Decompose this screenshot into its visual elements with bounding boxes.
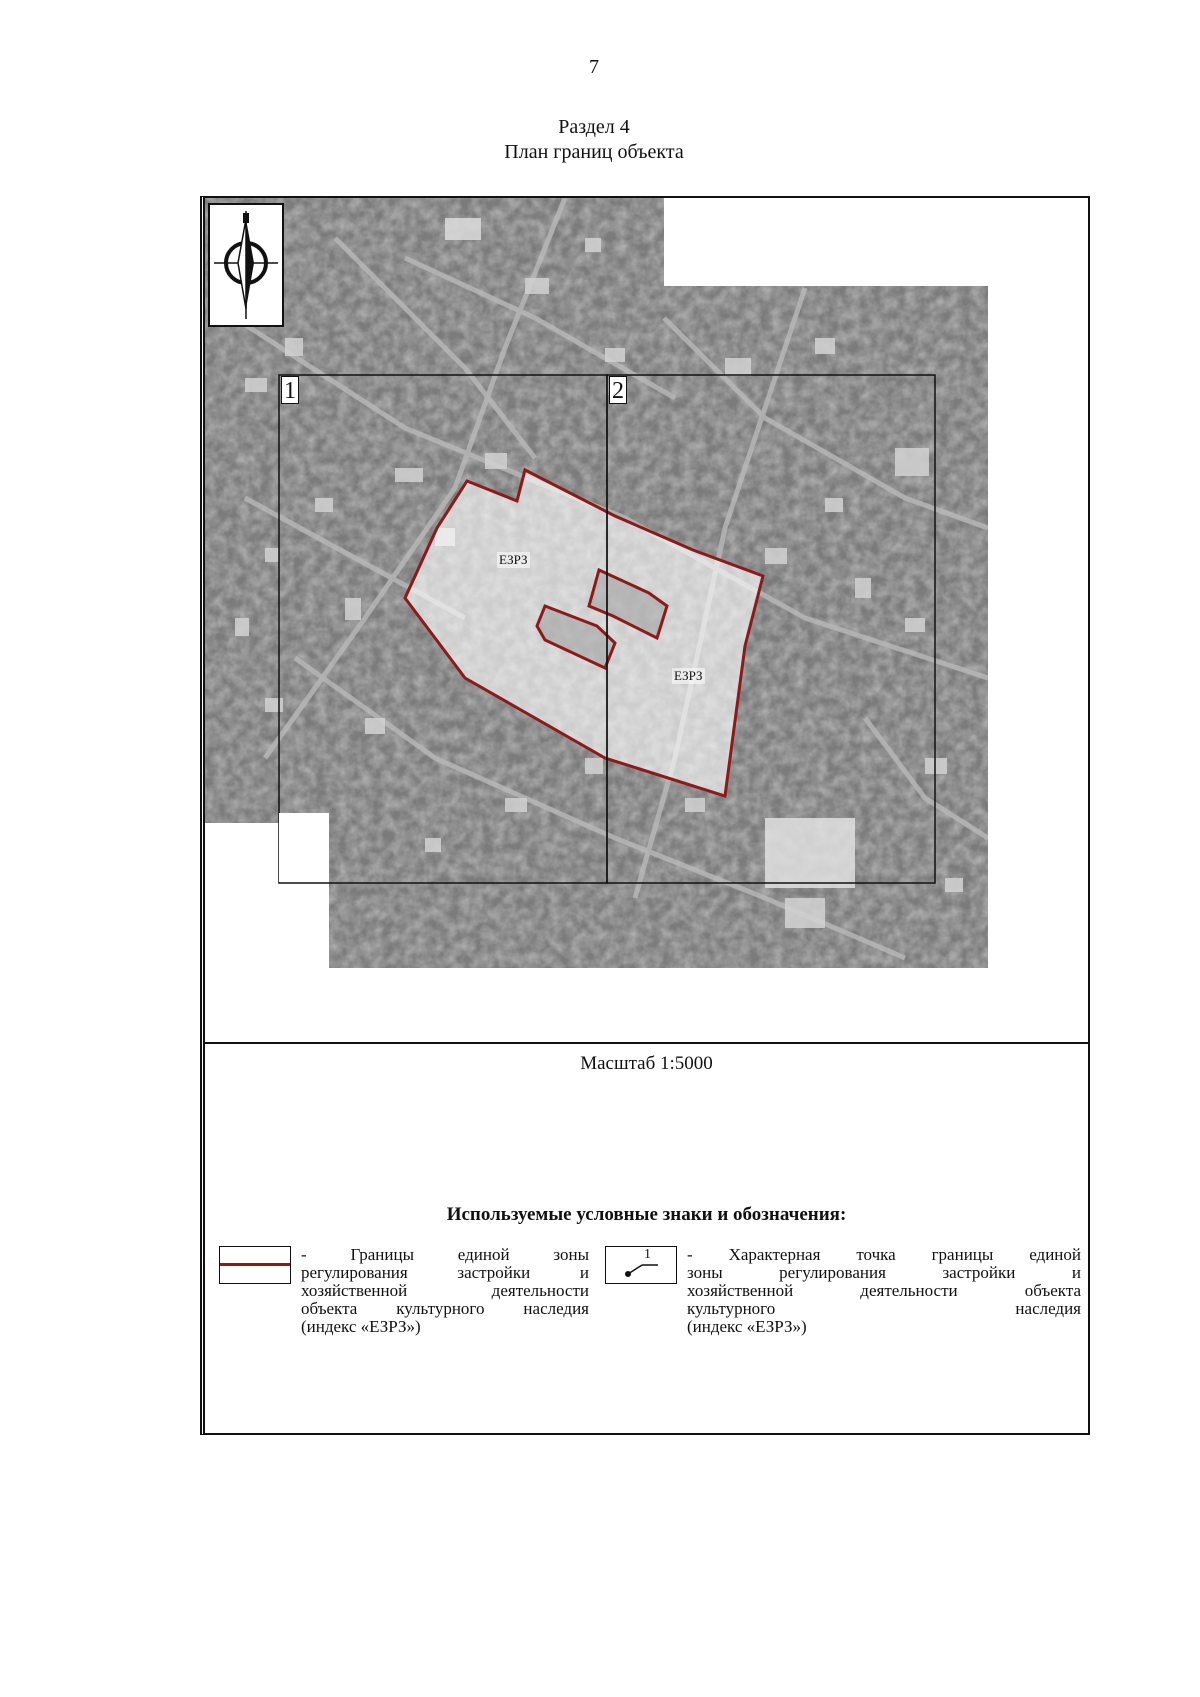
north-arrow-box — [208, 203, 284, 327]
legend-item-point — [605, 1246, 1081, 1336]
sheet-label-2: 2 — [609, 376, 627, 404]
map-frame — [205, 198, 1088, 1044]
zone-label-ezrz-1: ЕЗРЗ — [499, 552, 528, 567]
page-number: 7 — [589, 56, 599, 78]
zone-label-ezrz-2: ЕЗРЗ — [674, 668, 703, 683]
north-arrow-icon — [210, 205, 282, 325]
red-boundary-line-icon — [219, 1246, 291, 1284]
boundary-point-marker-icon — [605, 1246, 677, 1284]
section-subtitle: План границ объекта — [504, 141, 684, 163]
marker-number: 1 — [644, 1247, 651, 1262]
legend-title: Используемые условные знаки и обозначения: — [446, 1204, 847, 1225]
legend-item-boundary — [219, 1246, 589, 1336]
sheet-label-1: 1 — [281, 376, 299, 404]
section-heading — [0, 115, 1188, 165]
legend-text-point: - Характерная точка границы единой зоны регулирования застройки и хозяйственной деятельности объекта культурного наследия (индекс «ЕЗРЗ») — [687, 1245, 1081, 1336]
map-scale: Масштаб 1:5000 — [580, 1053, 713, 1074]
legend-text-boundary: - Границы единой зоны регулирования застройки и хозяйственной деятельности объекта культурного наследия (индекс «ЕЗРЗ») — [301, 1245, 589, 1336]
section-title: Раздел 4 — [558, 116, 630, 138]
map-sheet — [200, 196, 1090, 1435]
aerial-map[interactable] — [205, 198, 1088, 1042]
